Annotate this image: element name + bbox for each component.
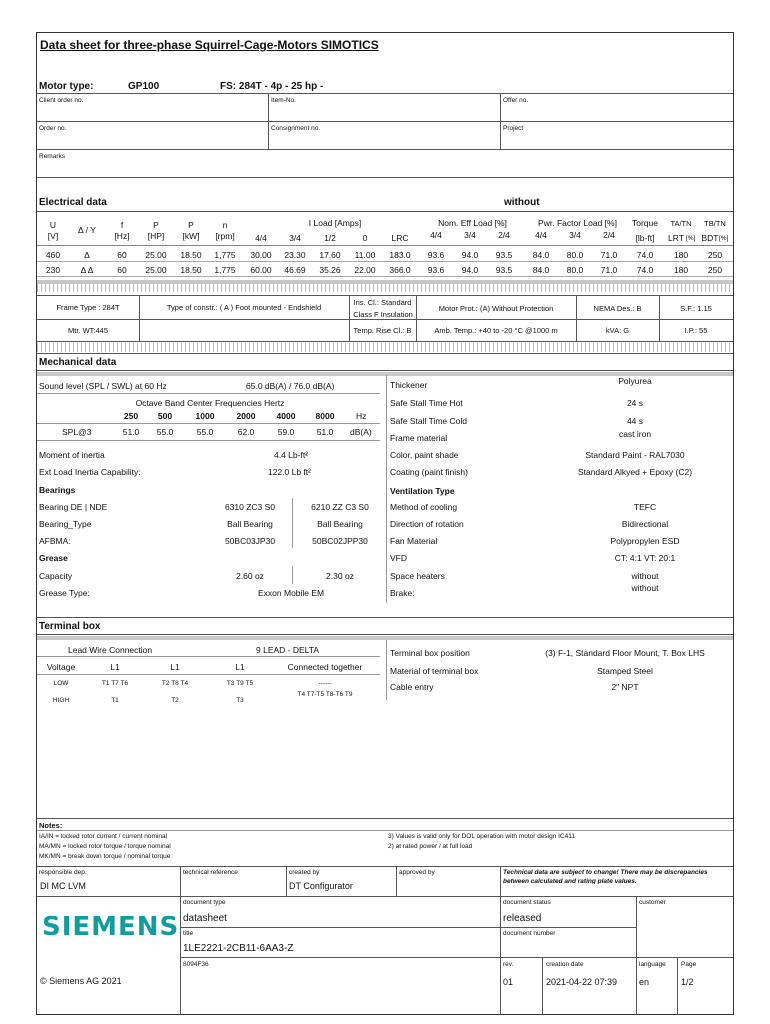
bearing-nde-value: 6210 ZZ C3 S0 xyxy=(311,502,369,512)
octave-frequency: 250 xyxy=(123,411,139,421)
electrical-cell: 93.5 xyxy=(495,265,513,275)
document-type-value: datasheet xyxy=(183,913,227,924)
vent-property-label: Method of cooling xyxy=(390,502,458,512)
electrical-cell: 93.6 xyxy=(427,250,445,260)
document-number-label: document number xyxy=(503,930,556,937)
electrical-cell: 250 xyxy=(707,250,723,260)
grease-type-label: Grease Type: xyxy=(39,588,90,598)
language-value: en xyxy=(639,977,650,987)
electrical-cell: 74.0 xyxy=(636,265,654,275)
electrical-cell: 71.0 xyxy=(600,265,618,275)
terminal-header: L1 xyxy=(110,662,120,672)
mech-property-label: Safe Stall Time Cold xyxy=(390,416,468,426)
document-type-label: document type xyxy=(183,899,226,906)
ip-rating: I.P.: 55 xyxy=(684,326,708,335)
electrical-cell: 11.00 xyxy=(354,250,376,260)
octave-frequency: 4000 xyxy=(276,411,296,421)
afbma-nde: 50BC02JPP30 xyxy=(312,536,368,546)
rev-label: rev. xyxy=(503,961,514,968)
disclaimer: Technical data are subject to change! There may be discrepancies between calculated and rating plate values. xyxy=(503,869,708,884)
electrical-cell: 74.0 xyxy=(636,250,654,260)
notes-title: Notes: xyxy=(39,821,63,830)
client-order-label: Client order no. xyxy=(39,97,84,104)
terminal-cell: ------ xyxy=(318,680,332,687)
title-label: title xyxy=(183,930,194,937)
octave-frequency: 500 xyxy=(157,411,173,421)
electrical-cell: 80.0 xyxy=(566,250,584,260)
terminal-property-label: Cable entry xyxy=(390,682,434,692)
electrical-cell: 94.0 xyxy=(461,265,479,275)
mech-property-label: Thickener xyxy=(390,380,428,390)
spl-value: 62.0 xyxy=(237,427,255,437)
motor-type-value: GP100 xyxy=(128,81,160,92)
terminal-cell: LOW xyxy=(53,680,69,687)
electrical-cell: 60 xyxy=(117,265,127,275)
octave-frequency: 8000 xyxy=(315,411,335,421)
ventilation-type-title: Ventilation Type xyxy=(390,486,455,496)
electrical-cell: 84.0 xyxy=(532,265,550,275)
terminal-header: Voltage xyxy=(46,662,76,672)
mech-property-value: cast iron xyxy=(618,429,652,439)
tech-reference-label: technical reference xyxy=(183,869,238,876)
terminal-cell: T2 T8 T4 xyxy=(161,680,189,687)
octave-frequency: 2000 xyxy=(236,411,256,421)
vent-property-label: VFD xyxy=(390,553,407,563)
capacity-nde: 2.30 oz xyxy=(326,571,354,581)
electrical-cell: 17.60 xyxy=(319,250,341,260)
terminal-header: L1 xyxy=(235,662,245,672)
order-no-label: Order no. xyxy=(39,125,67,132)
terminal-property-label: Material of terminal box xyxy=(390,666,479,676)
electrical-data-title: Electrical data xyxy=(39,197,107,208)
approved-by-label: approved by xyxy=(399,869,435,876)
created-by-label: created by xyxy=(289,869,320,876)
ext-load-inertia-label: Ext Load Inertia Capability: xyxy=(39,467,141,477)
siemens-logo: SIEMENS xyxy=(42,912,180,942)
octave-title: Octave Band Center Frequencies Hertz xyxy=(135,398,285,408)
electrical-cell: 1,775 xyxy=(214,265,236,275)
capacity-de: 2.60 oz xyxy=(236,571,264,581)
spl-value: 51.0 xyxy=(316,427,334,437)
bearings-title: Bearings xyxy=(39,485,76,495)
electrical-cell: 25.00 xyxy=(145,250,167,260)
electrical-cell: Δ Δ xyxy=(80,265,94,275)
mech-property-label: Coating (paint finish) xyxy=(390,467,468,477)
page-label: Page xyxy=(681,961,697,968)
responsible-dep-label: responsible dep. xyxy=(39,869,87,876)
spl-label: SPL@3 xyxy=(62,427,92,437)
remarks-label: Remarks xyxy=(39,153,66,160)
electrical-cell: 80.0 xyxy=(566,265,584,275)
document-code: 8094F36 xyxy=(183,961,209,968)
motor-protection: Motor Prot.: (A) Without Protection xyxy=(438,304,554,313)
electrical-cell: 22.00 xyxy=(354,265,376,275)
mech-property-label: Safe Stall Time Hot xyxy=(390,398,463,408)
language-label: language xyxy=(639,961,666,968)
copyright: © Siemens AG 2021 xyxy=(40,976,122,986)
terminal-header: L1 xyxy=(170,662,180,672)
electrical-cell: 60.00 xyxy=(250,265,272,275)
motor-weight: Mtr. WT:445 xyxy=(67,326,108,335)
vent-property-value: Bidirectional xyxy=(621,519,669,529)
motor-fs-value: FS: 284T - 4p - 25 hp - xyxy=(220,81,324,92)
mechanical-data-title: Mechanical data xyxy=(39,357,117,368)
insulation-class: Ins. Cl.: Standard xyxy=(353,298,412,307)
electrical-cell: 230 xyxy=(45,265,61,275)
bearing-de-label: Bearing DE | NDE xyxy=(39,502,108,512)
mech-property-value: 24 s xyxy=(626,398,644,408)
nema-design: NEMA Des.: B xyxy=(593,304,642,313)
terminal-header: Connected together xyxy=(287,662,363,672)
bearing-type-de: Ball Bearing xyxy=(227,519,273,529)
vent-property-label: Space heaters xyxy=(390,571,445,581)
sound-level-label: Sound level (SPL / SWL) at 60 Hz xyxy=(39,381,167,391)
service-factor: S.F.: 1.15 xyxy=(680,304,712,313)
afbma-label: AFBMA: xyxy=(39,536,71,546)
electrical-cell: 94.0 xyxy=(461,250,479,260)
mech-property-value: Polyurea xyxy=(618,376,652,386)
page-value: 1/2 xyxy=(681,977,694,987)
vent-property-value: without xyxy=(631,571,659,581)
spl-value: 51.0 xyxy=(122,427,140,437)
class-f-insulation: Class F Insulation xyxy=(353,310,413,319)
bearing-type-label: Bearing_Type xyxy=(39,519,92,529)
vent-property-label: Direction of rotation xyxy=(390,519,464,529)
grease-title: Grease xyxy=(39,553,68,563)
terminal-cell: T3 xyxy=(236,697,244,704)
note-line: MA/MN = locked rotor torque / torque nominal xyxy=(39,843,171,850)
spl-unit: dB(A) xyxy=(350,427,372,437)
electrical-cell: 180 xyxy=(673,265,689,275)
document-status-value: released xyxy=(503,913,542,924)
electrical-cell: 1,775 xyxy=(214,250,236,260)
mech-property-value: 44 s xyxy=(626,416,644,426)
terminal-box-title: Terminal box xyxy=(39,621,101,632)
responsible-dep-value: DI MC LVM xyxy=(40,881,86,891)
creation-date-label: creation date xyxy=(546,961,584,968)
vent-property-value: TEFC xyxy=(633,502,657,512)
note-line: 2) at rated power / at full load xyxy=(388,843,473,850)
electrical-cell: 366.0 xyxy=(389,265,411,275)
consignment-no-label: Consignment no. xyxy=(271,125,321,132)
electrical-cell: 35.26 xyxy=(319,265,341,275)
kva-code: kVA: G xyxy=(605,326,630,335)
electrical-without: without xyxy=(504,197,540,208)
page-title: Data sheet for three-phase Squirrel-Cage-Motors SIMOTICS xyxy=(40,38,379,52)
electrical-cell: 183.0 xyxy=(389,250,411,260)
electrical-cell: 60 xyxy=(117,250,127,260)
motor-type-label: Motor type: xyxy=(39,81,94,92)
spl-value: 55.0 xyxy=(156,427,174,437)
ext-load-inertia-value: 122.0 Lb ft² xyxy=(268,467,312,477)
moment-of-inertia-label: Moment of inertia xyxy=(39,450,105,460)
offer-no-label: Offer no. xyxy=(503,97,529,104)
note-line: MK/MN = break down torque / nominal torque xyxy=(39,853,171,860)
lead-wire-value: 9 LEAD - DELTA xyxy=(256,645,319,655)
electrical-cell: 460 xyxy=(45,250,61,260)
bearing-de-value: 6310 ZC3 S0 xyxy=(224,502,276,512)
vent-property-label: Brake: xyxy=(390,588,415,598)
spl-value: 55.0 xyxy=(196,427,214,437)
electrical-cell: 46.69 xyxy=(284,265,306,275)
frame-type: Frame Type : 284T xyxy=(56,303,120,312)
terminal-cell: T2 xyxy=(171,697,179,704)
sound-level-value: 65.0 dB(A) / 76.0 dB(A) xyxy=(246,381,335,391)
rev-value: 01 xyxy=(503,977,514,987)
terminal-property-label: Terminal box position xyxy=(390,648,470,658)
vent-property-value: CT: 4:1 VT: 20:1 xyxy=(614,553,676,563)
electrical-cell: 25.00 xyxy=(145,265,167,275)
electrical-cell: 18.50 xyxy=(180,250,202,260)
moment-of-inertia-value: 4.4 Lb-ft² xyxy=(274,450,309,460)
electrical-cell: 18.50 xyxy=(180,265,202,275)
type-of-construction: Type of constr.: ( A ) Foot mounted - Endshield xyxy=(166,303,322,312)
document-status-label: document status xyxy=(503,899,551,906)
capacity-label: Capacity xyxy=(39,571,73,581)
title-value: 1LE2221-2CB11-6AA3-Z xyxy=(183,943,294,954)
note-line: IA/IN = locked rotor current / current nominal xyxy=(39,833,168,840)
terminal-cell: HIGH xyxy=(52,697,70,704)
bearing-type-nde: Ball Bearing xyxy=(317,519,363,529)
mech-property-value: Standard Alkyed + Epoxy (C2) xyxy=(577,467,693,477)
terminal-cell: T1 xyxy=(111,697,119,704)
vent-property-value: Polypropylen ESD xyxy=(610,536,680,546)
temp-rise: Temp. Rise Cl.: B xyxy=(353,326,412,335)
terminal-cell: T1 T7 T6 xyxy=(101,680,129,687)
electrical-cell: 93.5 xyxy=(495,250,513,260)
terminal-property-value: Stamped Steel xyxy=(597,666,653,676)
vent-property-label: Fan Material xyxy=(390,536,438,546)
ambient-temp: Amb. Temp.: +40 to -20 °C @1000 m xyxy=(434,326,558,335)
electrical-cell: 180 xyxy=(673,250,689,260)
note-line: 3) Values is valid only for DOL operation with motor design IC411 xyxy=(388,833,576,840)
lead-wire-label: Lead Wire Connection xyxy=(68,645,153,655)
created-by-value: DT Configurator xyxy=(289,881,353,891)
electrical-cell: 93.6 xyxy=(427,265,445,275)
electrical-cell: 250 xyxy=(707,265,723,275)
creation-date-value: 2021-04-22 07:39 xyxy=(546,977,618,987)
item-no-label: Item-No. xyxy=(271,97,296,104)
customer-label: customer xyxy=(639,899,666,906)
electrical-cell: Δ xyxy=(84,250,90,260)
mech-property-label: Color, paint shade xyxy=(390,450,459,460)
electrical-cell: 23.30 xyxy=(284,250,306,260)
mech-property-label: Frame material xyxy=(390,433,448,443)
project-label: Project xyxy=(503,125,524,132)
terminal-property-value: 2" NPT xyxy=(611,682,639,692)
electrical-cell: 71.0 xyxy=(600,250,618,260)
electrical-cell: 84.0 xyxy=(532,250,550,260)
octave-frequency: 1000 xyxy=(195,411,215,421)
grease-type-value: Exxon Mobile EM xyxy=(258,588,325,598)
mech-property-value: Standard Paint - RAL7030 xyxy=(585,450,685,460)
terminal-property-value: (3) F-1, Standard Floor Mount, T. Box LHS xyxy=(545,648,705,658)
spl-value: 59.0 xyxy=(277,427,295,437)
terminal-cell: T4 T7-T5 T8-T6 T9 xyxy=(297,691,353,698)
afbma-de: 50BC03JP30 xyxy=(224,536,276,546)
vent-property-value: without xyxy=(631,583,659,593)
terminal-cell: T3 T9 T5 xyxy=(226,680,254,687)
electrical-cell: 30.00 xyxy=(250,250,272,260)
hz-label: Hz xyxy=(356,411,367,421)
